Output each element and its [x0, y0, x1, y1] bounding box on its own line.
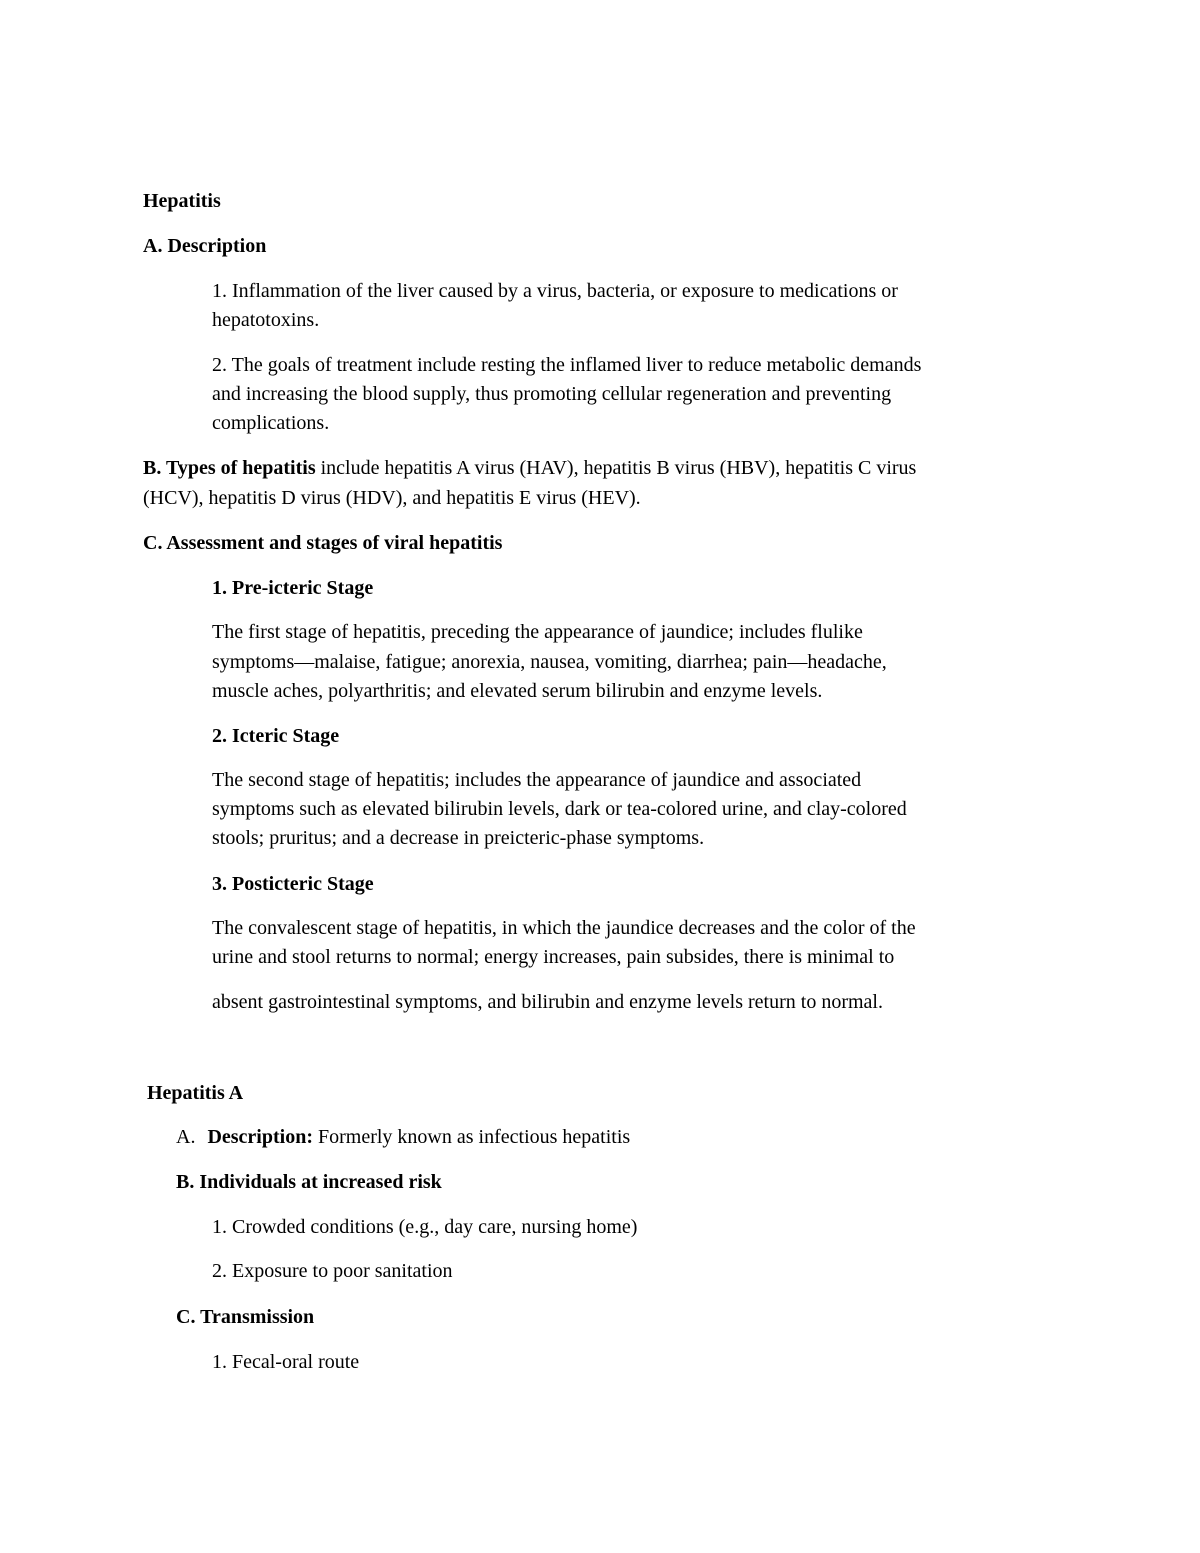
stage-2-text-line-2: symptoms such as elevated bilirubin levels, dark or tea-colored urine, and clay-colored — [212, 798, 907, 820]
types-heading: B. Types of hepatitis — [143, 457, 316, 479]
description-item-1-line-2: hepatotoxins. — [212, 309, 320, 331]
risk-item-1: 1. Crowded conditions (e.g., day care, nursing home) — [212, 1216, 638, 1238]
stage-3-text-line-2: urine and stool returns to normal; energy increases, pain subsides, there is minimal to — [212, 946, 895, 968]
transmission-heading: C. Transmission — [176, 1306, 315, 1328]
hepatitis-a-description-text: Formerly known as infectious hepatitis — [313, 1126, 631, 1148]
stage-3-heading: 3. Posticteric Stage — [212, 873, 374, 895]
stage-1-text-line-2: symptoms—malaise, fatigue; anorexia, nausea, vomiting, diarrhea; pain—headache, — [212, 651, 887, 673]
transmission-item-1: 1. Fecal-oral route — [212, 1351, 360, 1373]
stage-1-heading: 1. Pre-icteric Stage — [212, 577, 374, 599]
hepatitis-a-description — [176, 1125, 630, 1149]
types-paragraph-line-1 — [143, 456, 916, 480]
stage-3-text-line-1: The convalescent stage of hepatitis, in which the jaundice decreases and the color of the — [212, 917, 916, 939]
hepatitis-a-title: Hepatitis A — [147, 1082, 244, 1104]
risk-item-2: 2. Exposure to poor sanitation — [212, 1260, 453, 1282]
description-item-2-line-2: and increasing the blood supply, thus promoting cellular regeneration and preventing — [212, 383, 892, 405]
stage-1-text-line-3: muscle aches, polyarthritis; and elevated serum bilirubin and enzyme levels. — [212, 680, 823, 702]
hepatitis-a-description-label: A. — [176, 1126, 196, 1148]
risk-heading: B. Individuals at increased risk — [176, 1171, 442, 1193]
description-item-2-line-1: 2. The goals of treatment include resting the inflamed liver to reduce metabolic demands — [212, 354, 922, 376]
page-title: Hepatitis — [143, 190, 221, 212]
stage-3-text-line-3: absent gastrointestinal symptoms, and bilirubin and enzyme levels return to normal. — [212, 991, 883, 1013]
description-heading: A. Description — [143, 235, 267, 257]
types-text: include hepatitis A virus (HAV), hepatitis B virus (HBV), hepatitis C virus — [315, 457, 917, 479]
hepatitis-a-description-heading: Description: — [207, 1126, 313, 1148]
description-item-2-line-3: complications. — [212, 412, 330, 434]
description-item-1-line-1: 1. Inflammation of the liver caused by a virus, bacteria, or exposure to medications or — [212, 280, 898, 302]
stage-2-text-line-3: stools; pruritus; and a decrease in preicteric-phase symptoms. — [212, 827, 705, 849]
assessment-heading: C. Assessment and stages of viral hepatitis — [143, 532, 503, 554]
stage-2-text-line-1: The second stage of hepatitis; includes the appearance of jaundice and associated — [212, 769, 862, 791]
types-paragraph-line-2: (HCV), hepatitis D virus (HDV), and hepatitis E virus (HEV). — [143, 487, 641, 509]
stage-1-text-line-1: The first stage of hepatitis, preceding the appearance of jaundice; includes flulike — [212, 621, 863, 643]
stage-2-heading: 2. Icteric Stage — [212, 725, 340, 747]
